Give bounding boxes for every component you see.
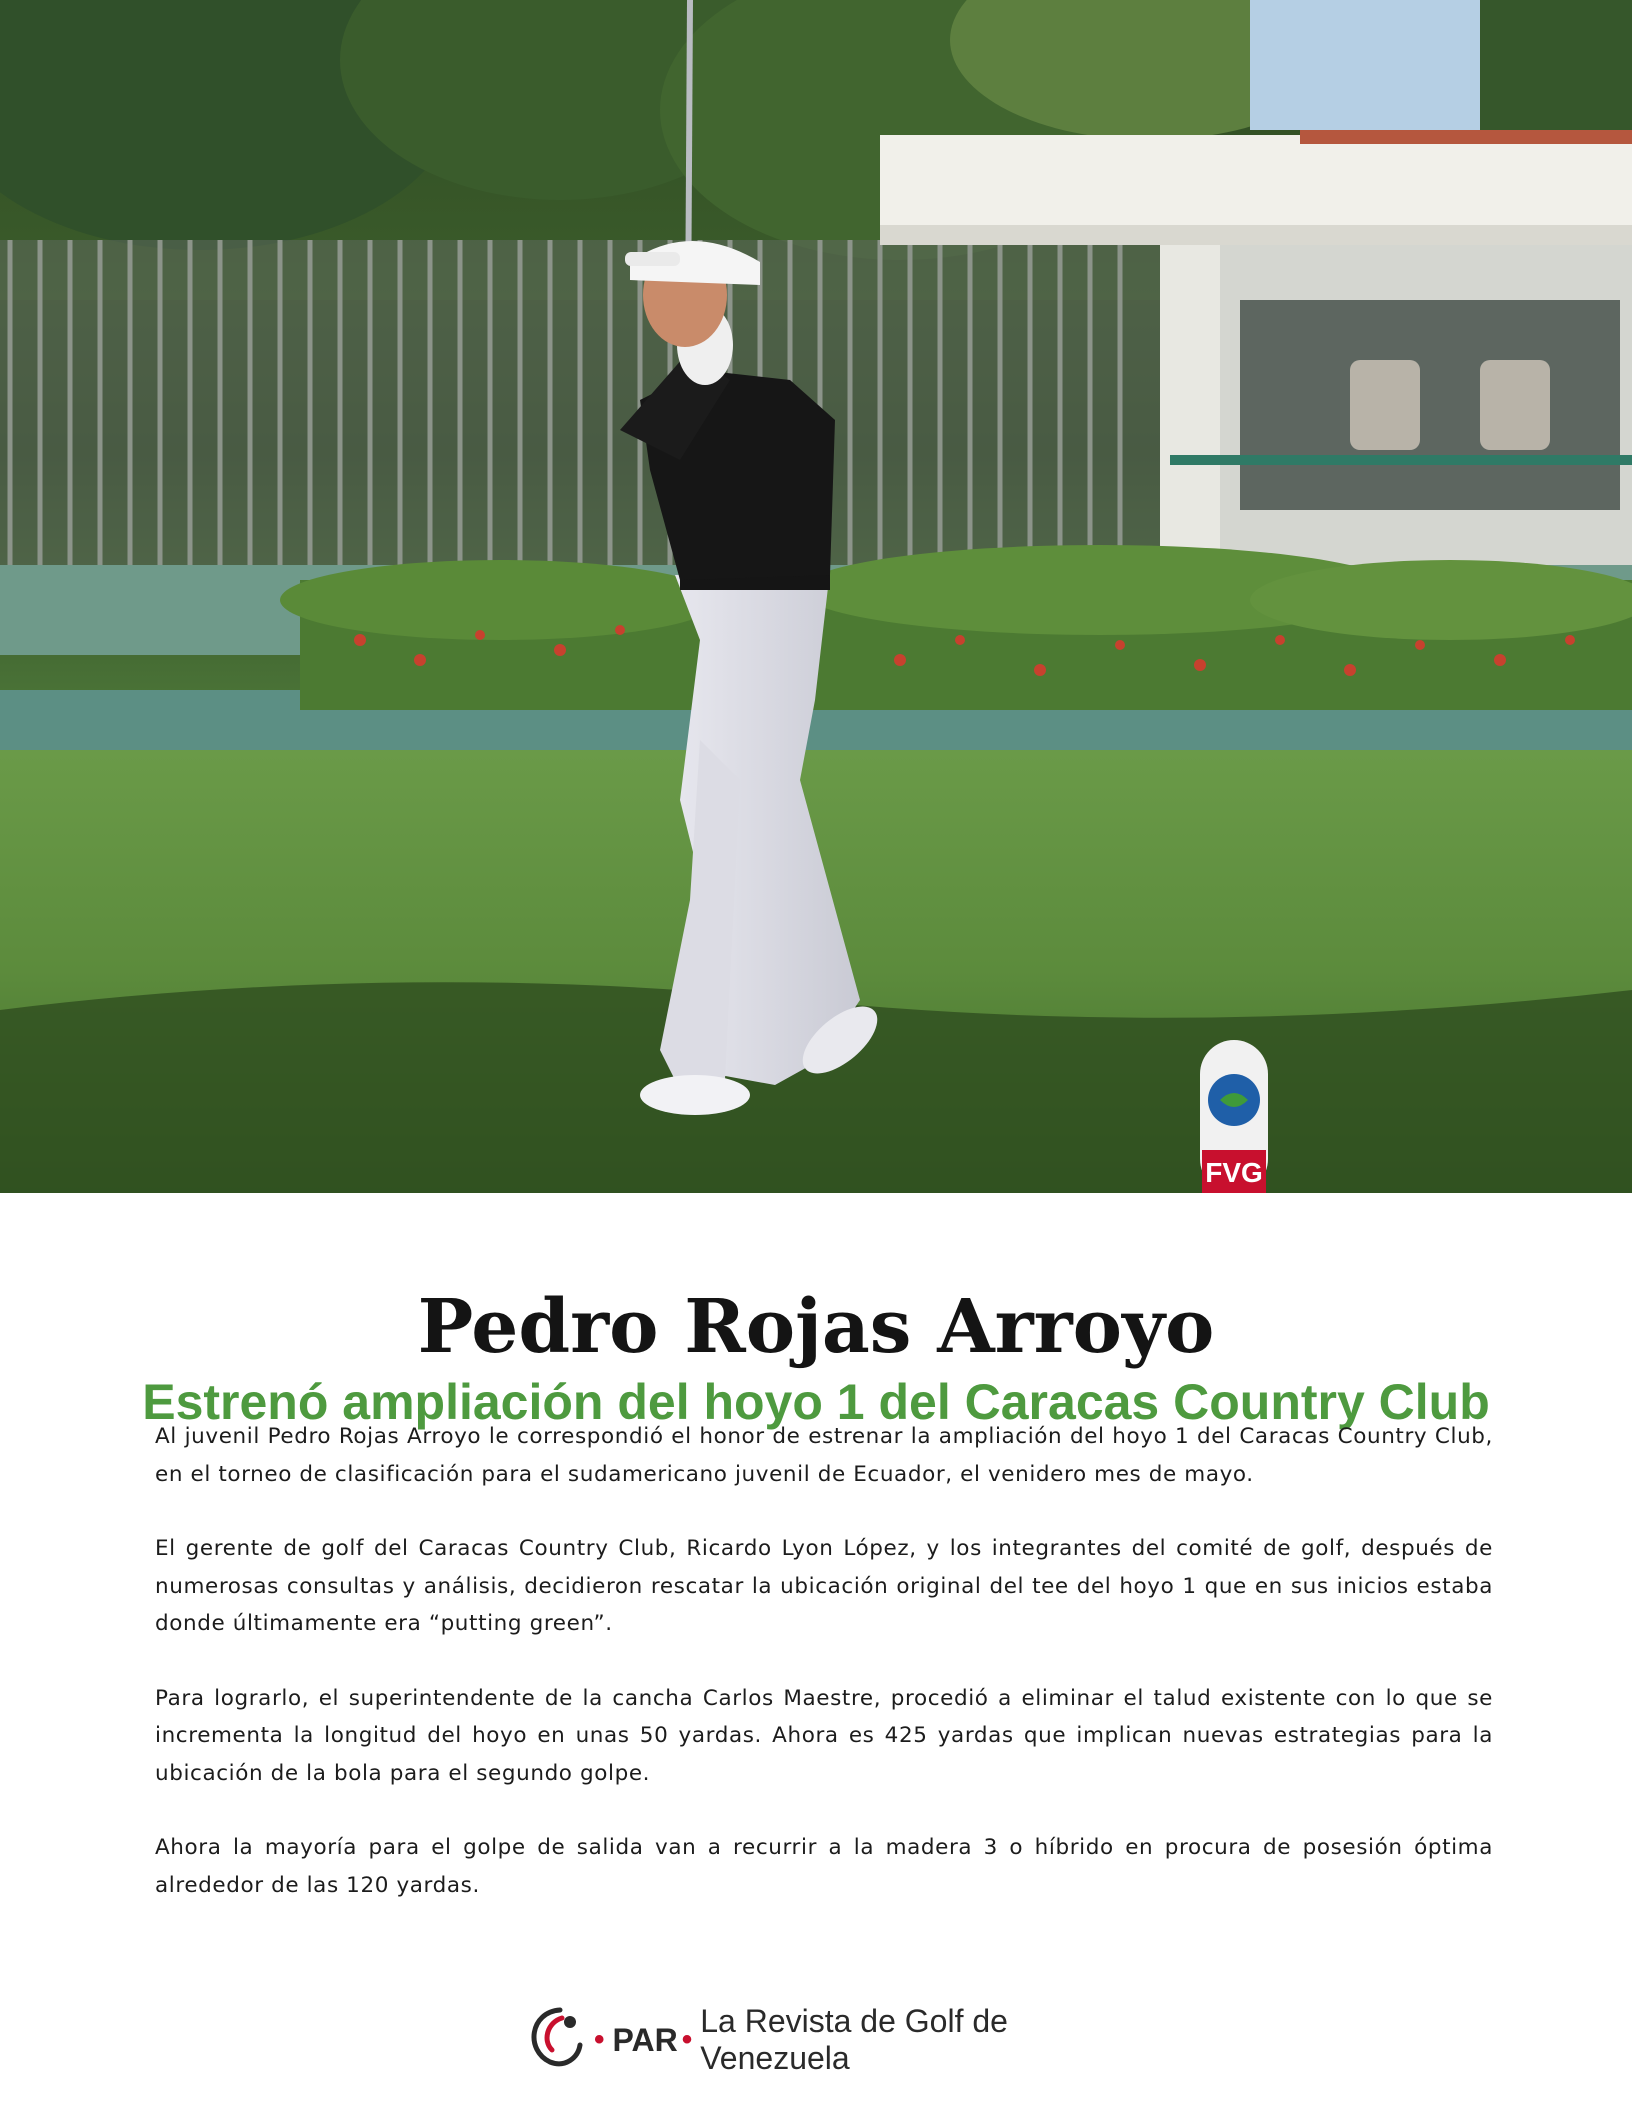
paragraph: Ahora la mayoría para el golpe de salida van a recurrir a la madera 3 o híbrido en procura de posesión óptima alrededor de las 120 yardas. — [155, 1835, 1493, 1898]
article-subtitle: Estrenó ampliación del hoyo 1 del Caracas Country Club — [142, 1373, 1490, 1430]
green-rail — [1170, 455, 1632, 465]
tee-marker — [1200, 1040, 1268, 1193]
golf-swing-logo-icon — [520, 2000, 590, 2080]
footer-separator: • — [594, 2023, 605, 2056]
paragraph: El gerente de golf del Caracas Country Club, Ricardo Lyon López, y los integrantes del comité de golf, después de numerosas consultas y análisis, decidieron rescatar la ubicación original del tee del hoyo 1 que en sus inicios estaba donde últimamente era “putting green”. — [155, 1536, 1493, 1636]
footer-brand: PAR — [612, 2021, 678, 2058]
flower-hedge — [280, 545, 1632, 710]
paragraph: Al juvenil Pedro Rojas Arroyo le correspondió el honor de estrenar la ampliación del hoyo 1 del Caracas Country Club, en el torneo de clasificación para el sudamericano juvenil de Ecuador, el venidero mes de mayo. — [155, 1424, 1493, 1487]
sky-gap — [1250, 0, 1480, 130]
article-title: Pedro Rojas Arroyo — [417, 1283, 1215, 1370]
footer-tagline: La Revista de Golf de Venezuela — [700, 2003, 1008, 2076]
iron-fence — [0, 240, 1160, 570]
article-body — [155, 1418, 1493, 1941]
paragraph: Para lograrlo, el superintendente de la cancha Carlos Maestre, procedió a eliminar el talud existente con lo que se incrementa la longitud del hoyo en unas 50 yardas. Ahora es 425 yardas que implican nuevas estrategias para la ubicación de la bola para el segundo golpe. — [155, 1685, 1493, 1786]
footer-separator: • — [681, 2023, 693, 2056]
tee-marker-label: FVG — [1205, 1157, 1263, 1188]
magazine-footer — [520, 1990, 1100, 2090]
